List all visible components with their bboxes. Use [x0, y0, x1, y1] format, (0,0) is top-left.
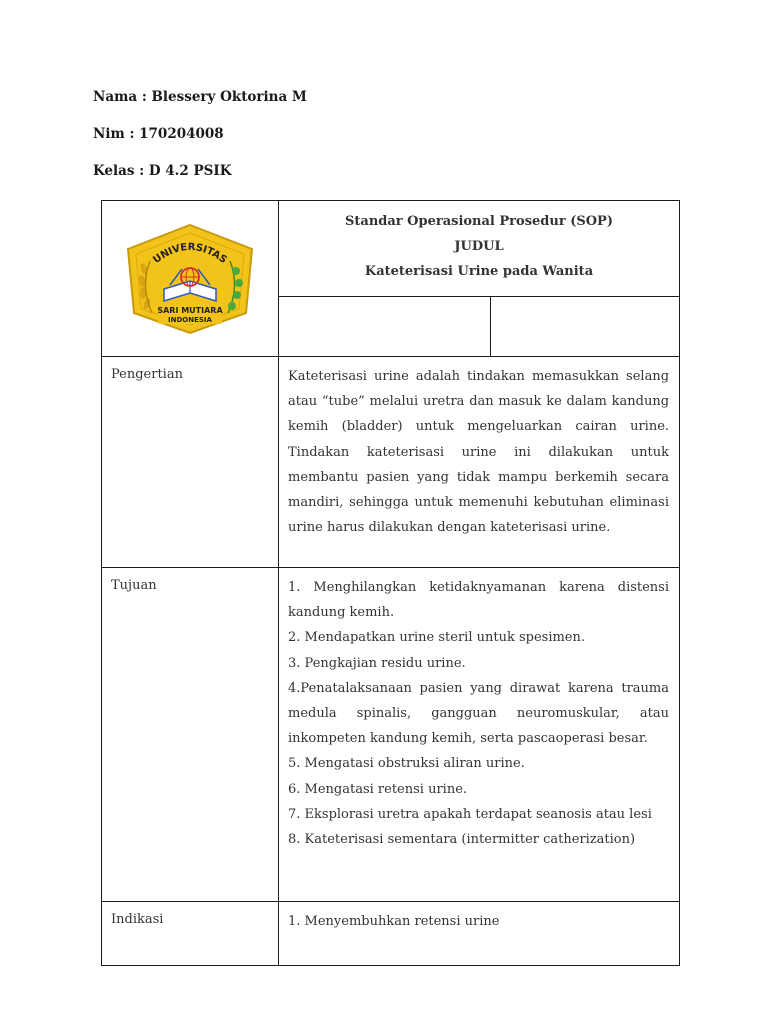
list-item: 5. Mengatasi obstruksi aliran urine. [288, 756, 525, 772]
sop-subtitle: Kateterisasi Urine pada Wanita [364, 264, 594, 279]
tujuan-cell [279, 568, 680, 902]
pengertian-text: Kateterisasi urine adalah tindakan memasukkan selang atau “tube” melalui uretra dan masuk ke dalam kandung kemih (bladder) untuk mengeluarkan cairan urine. Tindakan kateterisasi urine ini dilakukan untuk membantu pasien yang tidak mampu berkemih secara mandiri, sehingga untuk memenuhi kebutuhan eliminasi urine harus dilakukan dengan kateterisasi urine. [279, 357, 680, 568]
list-item: 3. Pengkajian residu urine. [288, 655, 466, 671]
sop-table [101, 200, 680, 966]
indikasi-label: Indikasi [102, 902, 279, 966]
list-item: 1. Menyembuhkan retensi urine [288, 914, 500, 929]
list-item: 8. Kateterisasi sementara (intermitter catherization) [288, 832, 636, 848]
sop-judul-label: JUDUL [454, 239, 504, 254]
list-item: 4.Penatalaksanaan pasien yang dirawat karena trauma medula spinalis, gangguan neuromuskular, atau inkompeten kandung kemih, serta pascaoperasi besar. [288, 680, 670, 747]
student-name: Nama : Blessery Oktorina M [93, 89, 307, 105]
empty-cell-left [279, 296, 491, 356]
list-item: 6. Mengatasi retensi urine. [288, 781, 468, 797]
tujuan-list [288, 575, 669, 852]
list-item: 1. Menghilangkan ketidaknyamanan karena distensi kandung kemih. [288, 580, 670, 621]
indikasi-list [288, 909, 669, 934]
logo-cell [102, 201, 279, 357]
logo-top-text: UNIVERSITAS [151, 241, 229, 266]
indikasi-cell [279, 902, 680, 966]
sop-title: Standar Operasional Prosedur (SOP) [345, 214, 613, 229]
logo-bottom-text-2: INDONESIA [168, 316, 212, 324]
list-item: 2. Mendapatkan urine steril untuk spesimen. [288, 630, 586, 646]
tujuan-label: Tujuan [102, 568, 279, 902]
student-class: Kelas : D 4.2 PSIK [93, 163, 232, 179]
logo-bottom-text-1: SARI MUTIARA [157, 306, 223, 315]
university-logo [120, 221, 260, 336]
empty-cell-right [491, 296, 680, 356]
student-id: Nim : 170204008 [93, 126, 224, 142]
pengertian-label: Pengertian [102, 357, 279, 568]
sop-title-cell [279, 201, 680, 297]
list-item: 7. Eksplorasi uretra apakah terdapat seanosis atau lesi [288, 806, 652, 822]
